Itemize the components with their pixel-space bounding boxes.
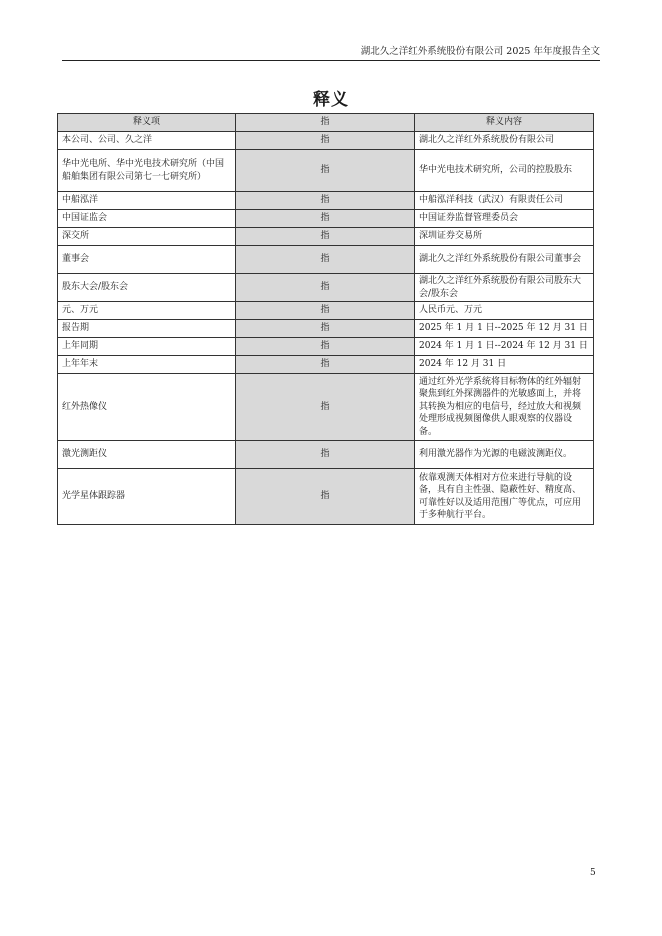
term-cell: 本公司、公司、久之洋 — [58, 132, 236, 150]
page-number: 5 — [590, 868, 596, 878]
definition-cell: 2024 年 12 月 31 日 — [415, 356, 594, 374]
page-title: 释义 — [313, 90, 349, 110]
term-cell: 上年同期 — [58, 338, 236, 356]
definition-cell: 中国证券监督管理委员会 — [415, 210, 594, 228]
term-cell: 激光测距仪 — [58, 441, 236, 469]
term-cell: 中国证监会 — [58, 210, 236, 228]
term-cell: 深交所 — [58, 228, 236, 246]
table-row — [58, 320, 594, 338]
definition-cell: 通过红外光学系统将目标物体的红外辐射聚焦到红外探测器件的光敏感面上，并将其转换为相应的电信号，经过放大和视频处理形成视频图像供人眼观察的仪器设备。 — [415, 374, 594, 441]
term-cell: 光学星体跟踪器 — [58, 469, 236, 525]
table-row — [58, 228, 594, 246]
table-row — [58, 150, 594, 192]
table-row — [58, 374, 594, 441]
table-row — [58, 441, 594, 469]
term-cell: 中船泓洋 — [58, 192, 236, 210]
table-row — [58, 210, 594, 228]
mid-cell: 指 — [236, 374, 415, 441]
definition-cell: 利用激光器作为光源的电磁波测距仪。 — [415, 441, 594, 469]
table-row — [58, 274, 594, 302]
definition-cell: 2024 年 1 月 1 日--2024 年 12 月 31 日 — [415, 338, 594, 356]
mid-cell: 指 — [236, 228, 415, 246]
header-definition: 释义内容 — [415, 114, 594, 132]
term-cell: 华中光电所、华中光电技术研究所（中国船舶集团有限公司第七一七研究所） — [58, 150, 236, 192]
mid-cell: 指 — [236, 274, 415, 302]
term-cell: 红外热像仪 — [58, 374, 236, 441]
table-row — [58, 192, 594, 210]
header-mid: 指 — [236, 114, 415, 132]
term-cell: 报告期 — [58, 320, 236, 338]
definition-cell: 中船泓洋科技（武汉）有限责任公司 — [415, 192, 594, 210]
page-header: 湖北久之洋红外系统股份有限公司 2025 年年度报告全文 — [62, 46, 600, 61]
mid-cell: 指 — [236, 338, 415, 356]
definitions-table — [57, 113, 594, 525]
definition-cell: 依靠观测天体相对方位来进行导航的设备，具有自主性强、隐蔽性好、精度高、可靠性好以及适用范围广等优点，可应用于多种航行平台。 — [415, 469, 594, 525]
mid-cell: 指 — [236, 132, 415, 150]
definition-cell: 湖北久之洋红外系统股份有限公司董事会 — [415, 246, 594, 274]
header-term: 释义项 — [58, 114, 236, 132]
definition-cell: 华中光电技术研究所，公司的控股股东 — [415, 150, 594, 192]
term-cell: 股东大会/股东会 — [58, 274, 236, 302]
definition-cell: 湖北久之洋红外系统股份有限公司股东大会/股东会 — [415, 274, 594, 302]
definition-cell: 深圳证券交易所 — [415, 228, 594, 246]
mid-cell: 指 — [236, 192, 415, 210]
mid-cell: 指 — [236, 320, 415, 338]
definition-cell: 湖北久之洋红外系统股份有限公司 — [415, 132, 594, 150]
term-cell: 元、万元 — [58, 302, 236, 320]
table-row — [58, 302, 594, 320]
mid-cell: 指 — [236, 210, 415, 228]
mid-cell: 指 — [236, 150, 415, 192]
table-row — [58, 469, 594, 525]
table-row — [58, 356, 594, 374]
table-header-row — [58, 114, 594, 132]
table-row — [58, 338, 594, 356]
definition-cell: 人民币元、万元 — [415, 302, 594, 320]
mid-cell: 指 — [236, 469, 415, 525]
mid-cell: 指 — [236, 246, 415, 274]
table-row — [58, 246, 594, 274]
mid-cell: 指 — [236, 302, 415, 320]
term-cell: 上年年末 — [58, 356, 236, 374]
term-cell: 董事会 — [58, 246, 236, 274]
table-row — [58, 132, 594, 150]
definition-cell: 2025 年 1 月 1 日--2025 年 12 月 31 日 — [415, 320, 594, 338]
mid-cell: 指 — [236, 441, 415, 469]
mid-cell: 指 — [236, 356, 415, 374]
